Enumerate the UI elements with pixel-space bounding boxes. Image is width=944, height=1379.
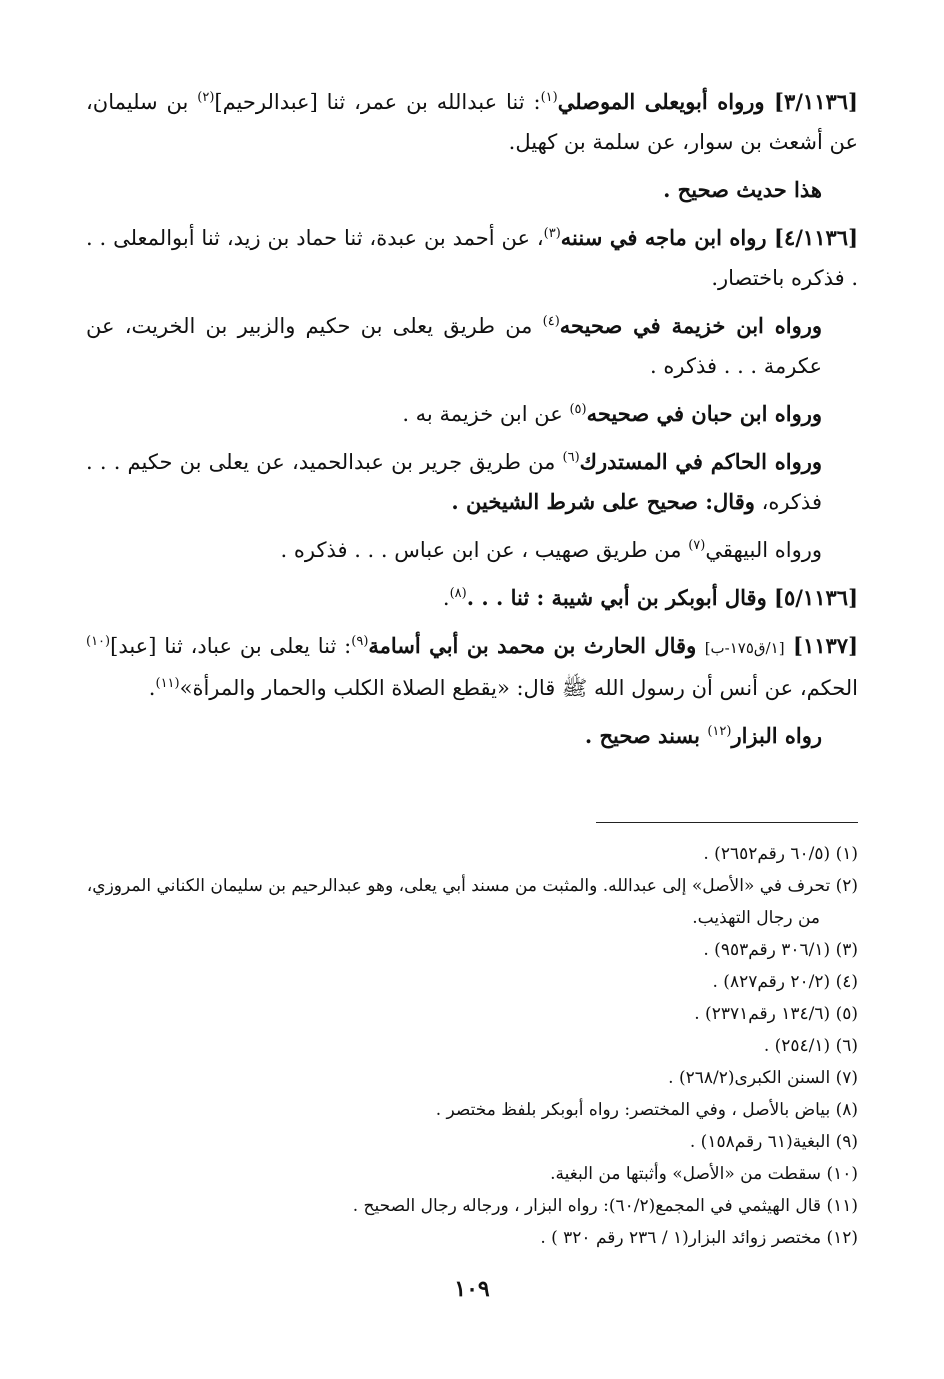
footnote-ref: (١٠) — [86, 634, 111, 649]
bold-text: [٣/١١٣٦] ورواه أبويعلى الموصلي — [557, 89, 858, 114]
footnote-item: (٣) (٣٠٦/١ رقم٩٥٣) . — [703, 940, 858, 960]
footnote-item: (١) (٦٠/٥ رقم٢٦٥٢) . — [703, 844, 858, 864]
text-segment: : ثنا عبدالله بن عمر، ثنا [عبدالرحيم] — [214, 90, 541, 114]
footnote-ref: (٥) — [569, 402, 587, 417]
footnote-item: (٦) (٢٥٤/١) . — [763, 1036, 858, 1056]
paragraph-p9 — [86, 626, 858, 708]
footnote-ref: (١) — [540, 90, 558, 105]
bold-text: [٤/١١٣٦] رواه ابن ماجه في سننه — [560, 225, 858, 250]
footnote-ref: (١١) — [155, 676, 180, 691]
text-segment: ، عن أحمد بن عبدة، ثنا حماد بن زيد، ثنا أبوالمعلى . . . فذكره باختصار. — [86, 226, 858, 290]
footnote-ref: (٩) — [351, 634, 369, 649]
footnote-separator — [596, 822, 858, 823]
footnote-item: (٩) البغية(٦١ رقم١٥٨) . — [689, 1132, 858, 1152]
paragraph-p8 — [86, 578, 858, 618]
paragraph-p3 — [86, 218, 858, 298]
bold-text: رواه البزار — [731, 723, 822, 748]
footnote-item: (١٠) سقطت من «الأصل» وأثبتها من البغية. — [550, 1164, 858, 1184]
text-segment: من طريق صهيب ، عن ابن عباس . . . فذكره . — [280, 538, 689, 562]
footnote-item: (٧) السنن الكبرى(٢٦٨/٢) . — [668, 1068, 858, 1088]
paragraph-p10 — [86, 716, 858, 756]
main-text — [86, 82, 858, 764]
footnote-ref: (٤) — [542, 314, 560, 329]
text-segment: ورواه البيهقي — [705, 538, 822, 562]
text-segment: . — [148, 676, 156, 700]
text-segment: . — [442, 586, 450, 610]
paragraph-p4 — [86, 306, 858, 386]
footnote-item: (٨) بياض بالأصل ، وفي المختصر: رواه أبوبكر بلفظ مختصر . — [435, 1100, 858, 1120]
text-segment: بن سليمان، عن أشعث بن سوار، عن سلمة بن كهيل. — [86, 90, 858, 154]
manuscript-ref: [١/ق١٧٥-ب] — [704, 639, 785, 657]
footnote-item: (١١) قال الهيثمي في المجمع(٦٠/٢): رواه البزار ، ورجاله رجال الصحيح . — [352, 1196, 858, 1216]
text-segment: من طريق يعلى بن حكيم والزبير بن الخريت، عن عكرمة . . . فذكره . — [86, 314, 822, 378]
footnote-item: (٤) (٢٠/٢ رقم٨٢٧) . — [712, 972, 858, 992]
footnote-ref: (٢) — [197, 90, 215, 105]
page-number: ١٠٩ — [454, 1276, 490, 1302]
footnotes — [86, 838, 858, 1254]
footnote-item: (٢) تحرف في «الأصل» إلى عبدالله. والمثبت من مسند أبي يعلى، وهو عبدالرحيم بن سليمان الكناني المروزي، من رجال التهذيب. — [86, 876, 858, 928]
bold-text: [١١٣٧] — [784, 633, 859, 658]
footnote-ref: (٦) — [562, 450, 580, 465]
footnote-item: (٥) (١٣٤/٦ رقم٢٣٧١) . — [694, 1004, 858, 1024]
bold-text: [٥/١١٣٦] وقال أبوبكر بن أبي شيبة : ثنا . . . — [466, 585, 858, 610]
paragraph-p7 — [86, 530, 858, 570]
text-segment: من طريق جرير بن عبدالحميد، عن يعلى بن حكيم . . . فذكره، — [86, 450, 822, 514]
paragraph-p6 — [86, 442, 858, 522]
text-segment: : ثنا يعلى بن عباد، ثنا [عبد] — [110, 634, 352, 658]
bold-text: ورواه ابن حبان في صحيحه — [586, 401, 822, 426]
footnote-ref: (٨) — [449, 586, 467, 601]
paragraph-p5 — [86, 394, 858, 434]
text-segment: الحكم، عن أنس أن رسول الله ﷺ قال: «يقطع الصلاة الكلب والحمار والمرأة» — [179, 676, 858, 700]
bold-text: هذا حديث صحيح . — [663, 177, 822, 202]
bold-text: وقال: صحيح على شرط الشيخين . — [451, 489, 755, 514]
footnote-ref: (٧) — [688, 538, 706, 553]
paragraph-p2 — [86, 170, 858, 210]
paragraph-p1 — [86, 82, 858, 162]
footnote-ref: (١٢) — [707, 724, 732, 739]
bold-text: ورواه الحاكم في المستدرك — [579, 449, 822, 474]
bold-text: وقال الحارث بن محمد بن أبي أسامة — [368, 633, 705, 658]
footnote-item: (١٢) مختصر زوائد البزار(١ / ٢٣٦ رقم ٣٢٠ ) . — [540, 1228, 858, 1248]
bold-text: ورواه ابن خزيمة في صحيحه — [559, 313, 823, 338]
footnote-ref: (٣) — [543, 226, 561, 241]
bold-text: بسند صحيح . — [584, 723, 708, 748]
text-segment: عن ابن خزيمة به . — [402, 402, 570, 426]
